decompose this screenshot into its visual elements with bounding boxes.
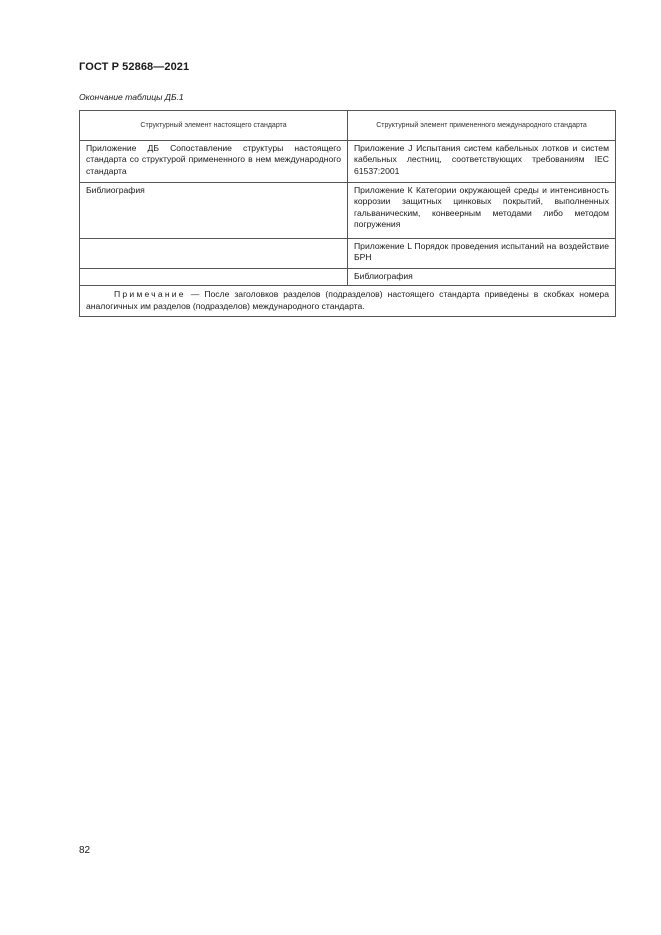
table-note	[80, 286, 616, 317]
table-caption: Окончание таблицы ДБ.1	[79, 92, 184, 102]
note-label: Примечание	[114, 289, 186, 300]
table-row	[80, 141, 616, 183]
table-cell-national	[80, 269, 348, 286]
table-cell-international: Приложение К Категории окружающей среды и интенсивность коррозии защитных цинковых покрытий, выполненных гальваническим, конвеерным методами либо методом погружения	[348, 183, 616, 239]
page-number: 82	[79, 845, 91, 856]
document-id: ГОСТ Р 52868—2021	[79, 61, 190, 73]
table-cell-international: Приложение L Порядок проведения испытаний на воздействие БРН	[348, 239, 616, 269]
table-row	[80, 239, 616, 269]
table-note-row	[80, 286, 616, 317]
table-cell-international: Приложение J Испытания систем кабельных лотков и систем кабельных лестниц, соответствующих требованиям IEC 61537:2001	[348, 141, 616, 183]
note-text: — После заголовков разделов (подразделов) настоящего стандарта приведены в скобках номера аналогичных им разделов (подразделов) международного стандарта.	[86, 289, 609, 311]
table-cell-national: Библиография	[80, 183, 348, 239]
table-row	[80, 183, 616, 239]
structure-comparison-table	[79, 110, 616, 317]
table-cell-national: Приложение ДБ Сопоставление структуры настоящего стандарта со структурой примененного в нем международного стандарта	[80, 141, 348, 183]
table-cell-international: Библиография	[348, 269, 616, 286]
table-cell-national	[80, 239, 348, 269]
table-row	[80, 269, 616, 286]
column-header-national: Структурный элемент настоящего стандарта	[80, 111, 348, 141]
table-header-row	[80, 111, 616, 141]
column-header-international: Структурный элемент примененного международного стандарта	[348, 111, 616, 141]
